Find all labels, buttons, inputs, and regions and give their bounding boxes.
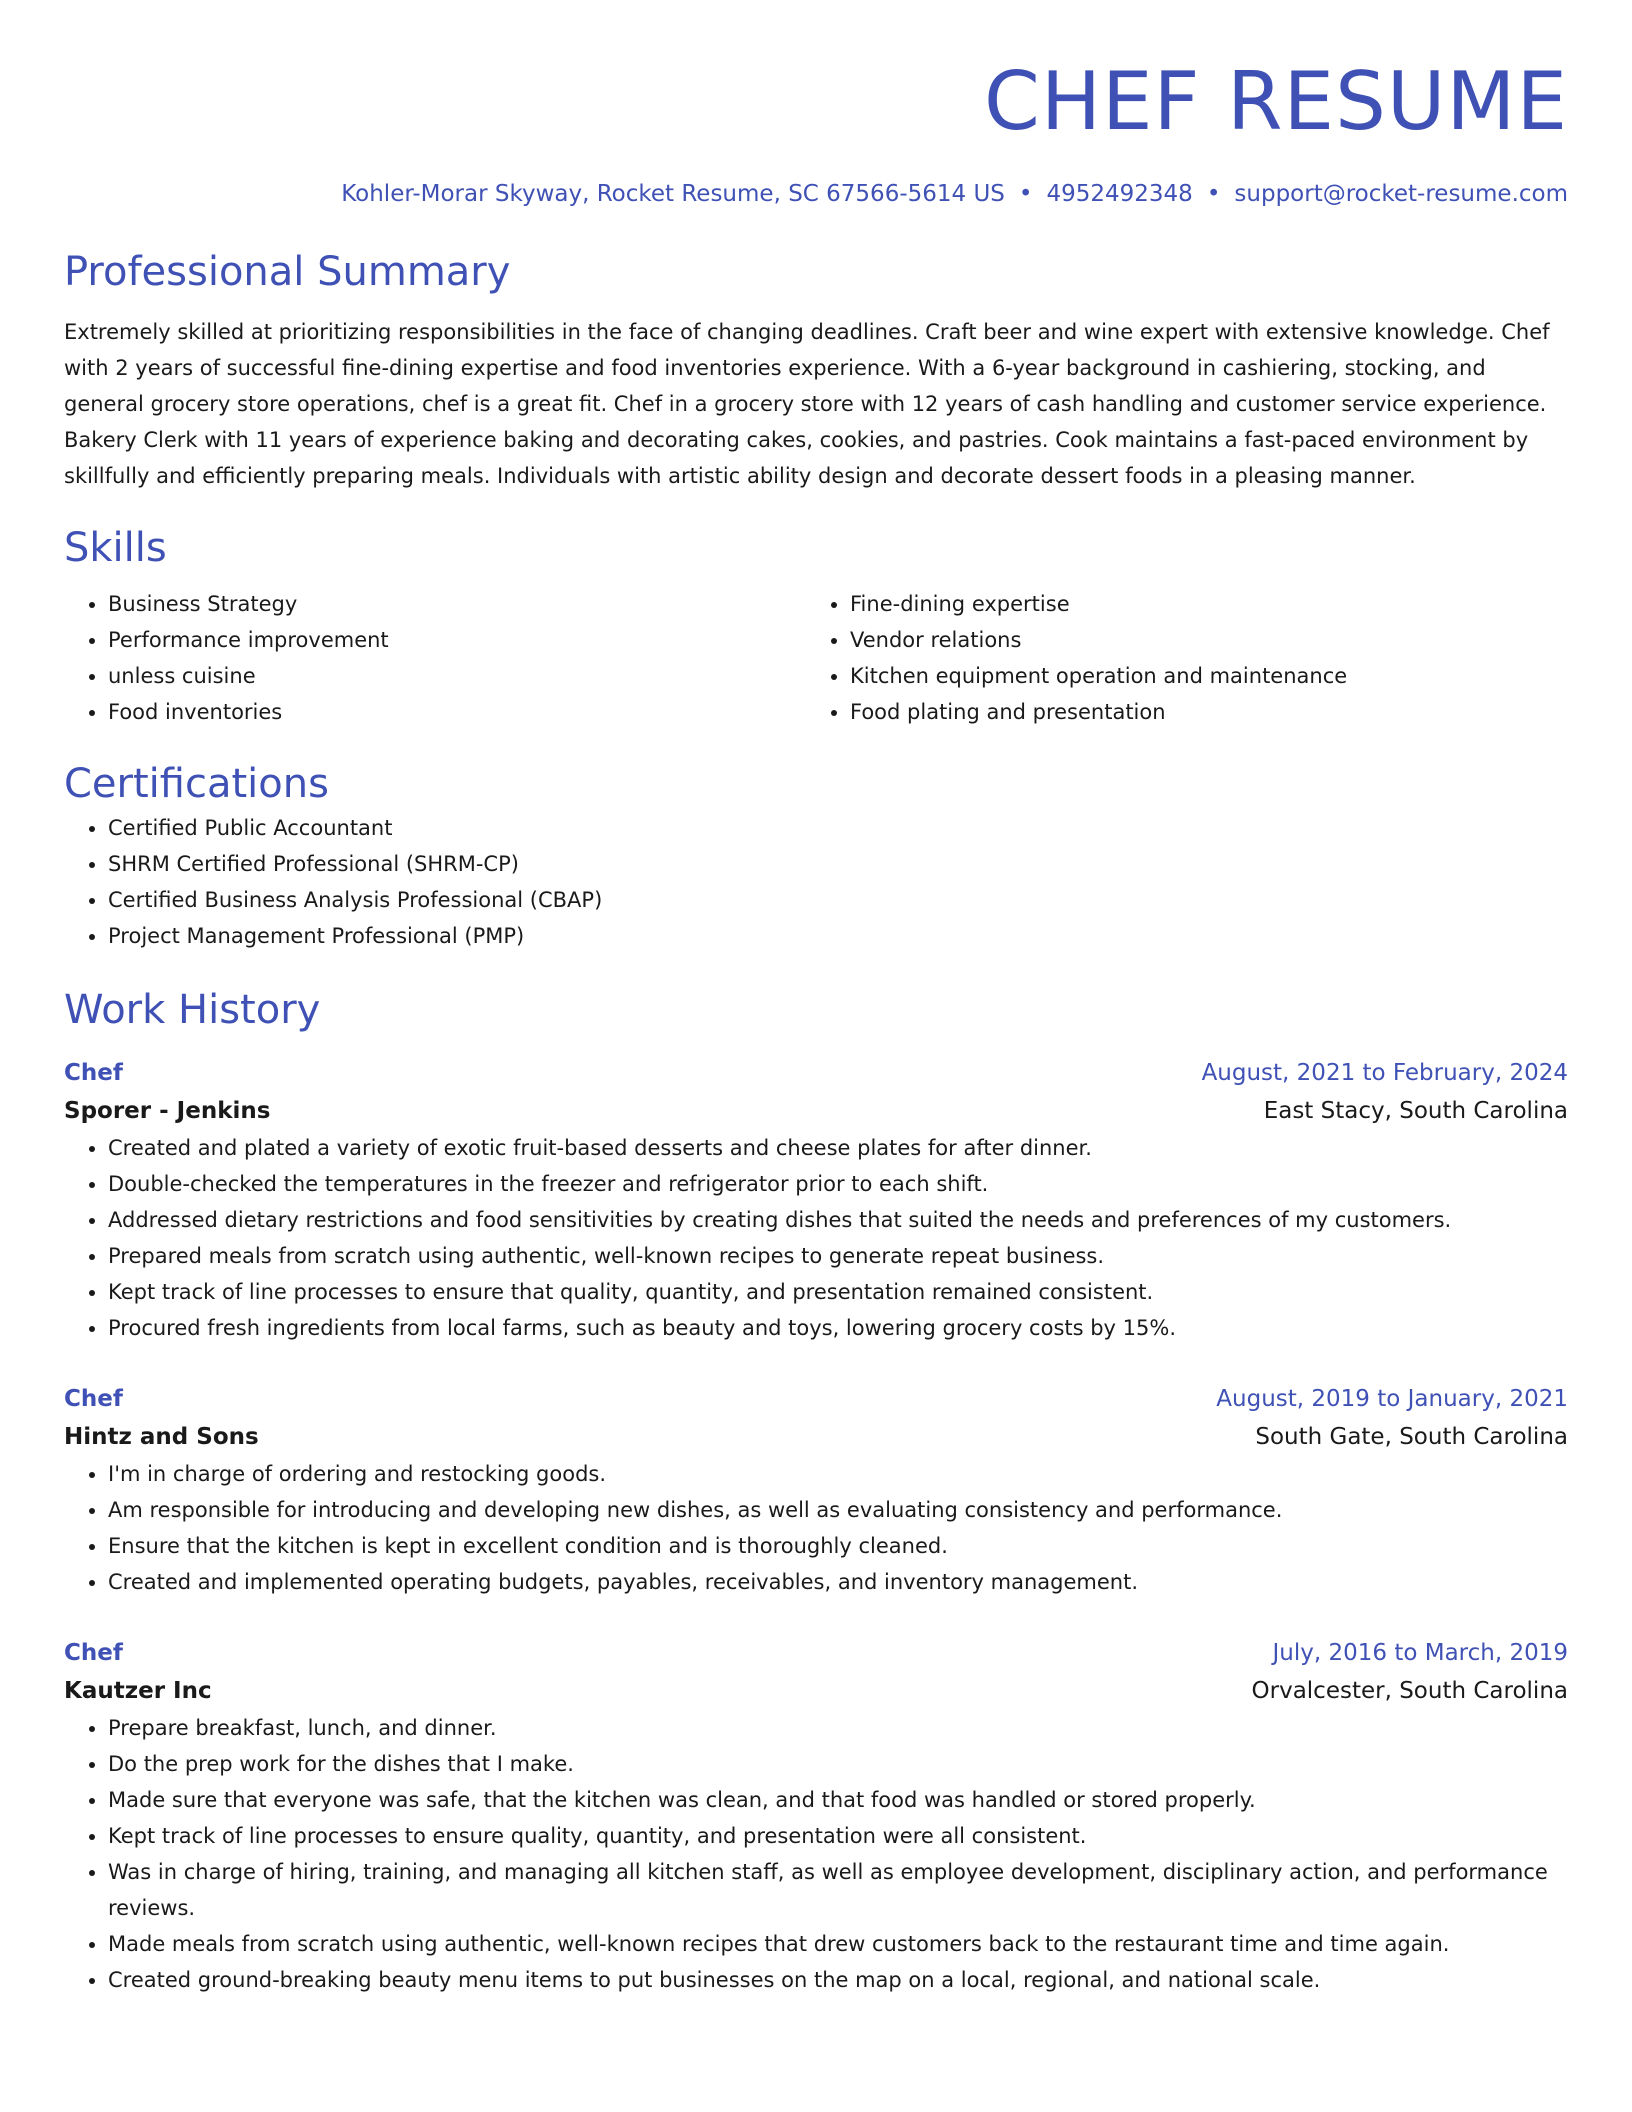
job-title: Chef bbox=[64, 1386, 123, 1412]
job-duties-list bbox=[64, 1130, 1568, 1346]
contact-line bbox=[64, 178, 1568, 210]
contact-separator: • bbox=[1206, 181, 1221, 207]
job-location: Orvalcester, South Carolina bbox=[1251, 1678, 1568, 1704]
skill-item: • Business Strategy bbox=[108, 586, 806, 622]
job-duties-list bbox=[64, 1456, 1568, 1600]
contact-phone: 4952492348 bbox=[1046, 181, 1193, 207]
job-duty: • Kept track of line processes to ensure that quality, quantity, and presentation remained consistent. bbox=[108, 1274, 1568, 1310]
job-company-row bbox=[64, 1092, 1568, 1130]
skills-column-right bbox=[806, 586, 1548, 730]
job-duty: • Kept track of line processes to ensure quality, quantity, and presentation were all consistent. bbox=[108, 1818, 1568, 1854]
job-duty: • Made meals from scratch using authentic, well-known recipes that drew customers back to the restaurant time and time again. bbox=[108, 1926, 1568, 1962]
certification-item: • Project Management Professional (PMP) bbox=[108, 918, 1568, 954]
job-duty: • Ensure that the kitchen is kept in excellent condition and is thoroughly cleaned. bbox=[108, 1528, 1568, 1564]
job-duty: • Created and implemented operating budgets, payables, receivables, and inventory management. bbox=[108, 1564, 1568, 1600]
job-company: Kautzer Inc bbox=[64, 1678, 212, 1704]
job-header-row bbox=[64, 1380, 1568, 1418]
skills-list-right bbox=[806, 586, 1548, 730]
skill-item: • Food inventories bbox=[108, 694, 806, 730]
work-history-heading: Work History bbox=[64, 987, 321, 1033]
work-history-section bbox=[64, 984, 1568, 1998]
job-duty: • Created and plated a variety of exotic fruit-based desserts and cheese plates for after dinner. bbox=[108, 1130, 1568, 1166]
resume-title: CHEF RESUME bbox=[983, 55, 1568, 148]
job-title: Chef bbox=[64, 1060, 123, 1086]
job-company-row bbox=[64, 1418, 1568, 1456]
job-duty: • Made sure that everyone was safe, that the kitchen was clean, and that food was handled or stored properly. bbox=[108, 1782, 1568, 1818]
resume-header bbox=[64, 52, 1568, 210]
job-company-row bbox=[64, 1672, 1568, 1710]
skill-item: • unless cuisine bbox=[108, 658, 806, 694]
job-duty: • Procured fresh ingredients from local farms, such as beauty and toys, lowering grocery costs by 15%. bbox=[108, 1310, 1568, 1346]
job-entry bbox=[64, 1380, 1568, 1600]
certification-item: • Certified Public Accountant bbox=[108, 810, 1568, 846]
skill-item: • Performance improvement bbox=[108, 622, 806, 658]
job-dates: July, 2016 to March, 2019 bbox=[1272, 1640, 1568, 1666]
job-dates: August, 2019 to January, 2021 bbox=[1216, 1386, 1568, 1412]
job-duty: • Am responsible for introducing and developing new dishes, as well as evaluating consistency and performance. bbox=[108, 1492, 1568, 1528]
job-duty: • Addressed dietary restrictions and food sensitivities by creating dishes that suited the needs and preferences of my customers. bbox=[108, 1202, 1568, 1238]
skills-grid bbox=[64, 586, 1568, 730]
job-duties-list bbox=[64, 1710, 1568, 1998]
job-duty: • Was in charge of hiring, training, and managing all kitchen staff, as well as employee development, disciplinary action, and performance reviews. bbox=[108, 1854, 1568, 1926]
contact-separator: • bbox=[1018, 181, 1033, 207]
skill-item: • Kitchen equipment operation and maintenance bbox=[850, 658, 1548, 694]
job-duty: • Double-checked the temperatures in the freezer and refrigerator prior to each shift. bbox=[108, 1166, 1568, 1202]
contact-email: support@rocket-resume.com bbox=[1234, 181, 1568, 207]
certifications-list bbox=[64, 810, 1568, 954]
summary-heading: Professional Summary bbox=[64, 249, 511, 295]
job-duty: • Prepared meals from scratch using authentic, well-known recipes to generate repeat business. bbox=[108, 1238, 1568, 1274]
job-header-row bbox=[64, 1634, 1568, 1672]
job-entry bbox=[64, 1054, 1568, 1346]
job-duty: • Do the prep work for the dishes that I make. bbox=[108, 1746, 1568, 1782]
summary-section bbox=[64, 246, 1568, 494]
job-header-row bbox=[64, 1054, 1568, 1092]
summary-text: Extremely skilled at prioritizing responsibilities in the face of changing deadlines. Craft beer and wine expert with extensive knowledge. Chef with 2 years of successful fine-dining expertise and food inventories experience. With a 6-year background in cashiering, stocking, and general grocery store operations, chef is a great fit. Chef in a grocery store with 12 years of cash handling and customer service experience. Bakery Clerk with 11 years of experience baking and decorating cakes, cookies, and pastries. Cook maintains a fast-paced environment by skillfully and efficiently preparing meals. Individuals with artistic ability design and decorate dessert foods in a pleasing manner. bbox=[64, 320, 1550, 488]
job-location: South Gate, South Carolina bbox=[1255, 1424, 1568, 1450]
job-duty: • Prepare breakfast, lunch, and dinner. bbox=[108, 1710, 1568, 1746]
job-duty: • I'm in charge of ordering and restocking goods. bbox=[108, 1456, 1568, 1492]
job-entry bbox=[64, 1634, 1568, 1998]
job-company: Sporer - Jenkins bbox=[64, 1098, 271, 1124]
job-title: Chef bbox=[64, 1640, 123, 1666]
skill-item: • Vendor relations bbox=[850, 622, 1548, 658]
skills-section bbox=[64, 522, 1568, 730]
job-dates: August, 2021 to February, 2024 bbox=[1201, 1060, 1568, 1086]
job-duty: • Created ground-breaking beauty menu items to put businesses on the map on a local, regional, and national scale. bbox=[108, 1962, 1568, 1998]
skills-column-left bbox=[64, 586, 806, 730]
certification-item: • Certified Business Analysis Professional (CBAP) bbox=[108, 882, 1568, 918]
skills-list-left bbox=[64, 586, 806, 730]
skill-item: • Food plating and presentation bbox=[850, 694, 1548, 730]
certification-item: • SHRM Certified Professional (SHRM-CP) bbox=[108, 846, 1568, 882]
certifications-section bbox=[64, 758, 1568, 954]
certifications-heading: Certifications bbox=[64, 761, 329, 807]
skills-heading: Skills bbox=[64, 525, 167, 571]
job-location: East Stacy, South Carolina bbox=[1263, 1098, 1568, 1124]
contact-address: Kohler-Morar Skyway, Rocket Resume, SC 67566-5614 US bbox=[341, 181, 1005, 207]
skill-item: • Fine-dining expertise bbox=[850, 586, 1548, 622]
job-company: Hintz and Sons bbox=[64, 1424, 259, 1450]
